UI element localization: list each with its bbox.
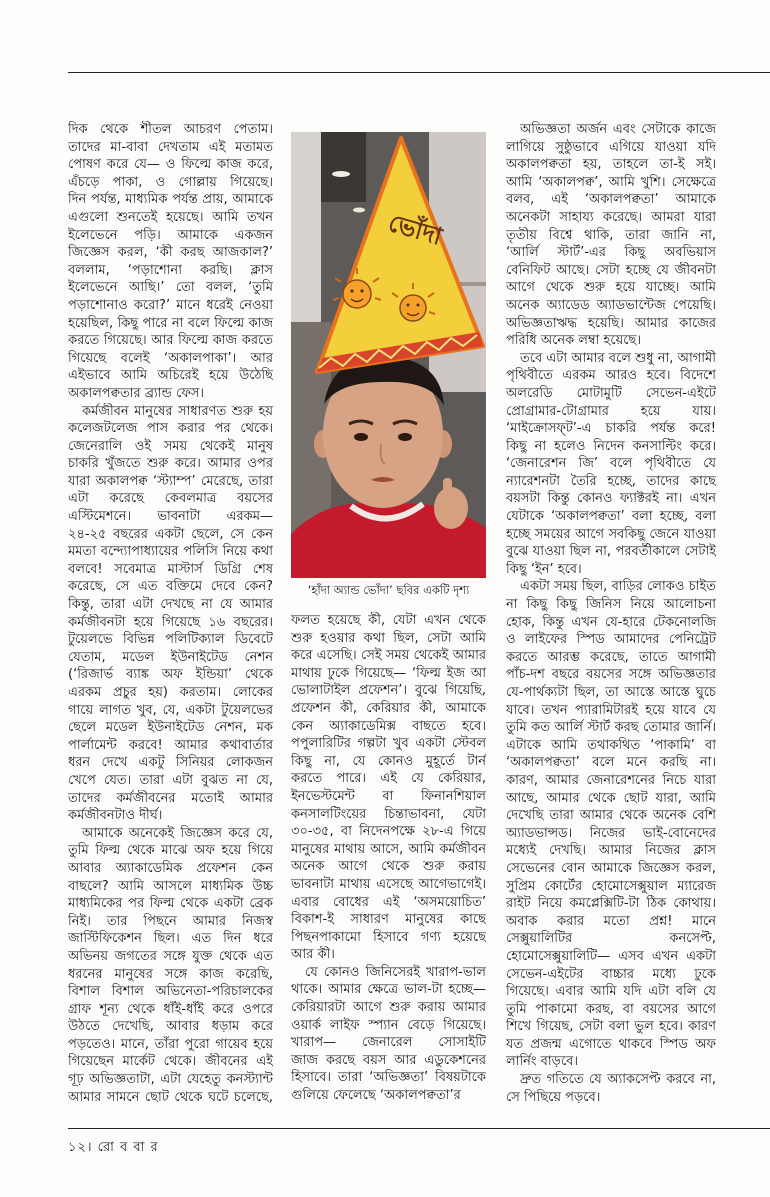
text-line: মাথায় ঢুকে গিয়েছে— ‘ফিল্ম ইজ আ <box>291 665 486 681</box>
text-line: এঁচড়ে পাকা, ও গোল্লায় গিয়েছে। <box>68 174 273 190</box>
text-line: অবাক করার মতো প্রশ্ন! মানে <box>506 913 716 929</box>
text-line: এটা করেছে কেবলমাত্র বয়সের <box>68 491 273 507</box>
text-line: ছেলে মডেল ইউনাইটেড নেশন, মক <box>68 720 273 736</box>
text-line: তৃতীয় বিশ্বে থাকি, তারা জানি না, <box>506 227 716 243</box>
text-line: ওয়ার্ক লাইফ স্প্যান বেড়ে গিয়েছে। <box>291 1017 486 1033</box>
text-line: পপুলারিটির গল্পটা খুব একটা স্টেবল <box>291 736 486 752</box>
text-line: গিয়েছেন মার্কেট থেকে। জীবনের এই <box>68 1054 273 1070</box>
text-line: খারাপ— জেনারেল সোসাইটি <box>291 1035 486 1051</box>
text-line: সুপ্রিম কোর্টের হোমোসেক্সুয়াল ম্যারেজ <box>506 878 716 894</box>
page-folio: ১২। রো ব বা র <box>68 1140 159 1155</box>
text-line: গিয়েছে। এবার আমি যদি এটা বলি যে <box>506 984 716 1000</box>
text-line: গূঢ় অভিজ্ঞতাটা, এটা যেহেতু কনস্ট্যান্ট <box>68 1072 273 1088</box>
text-line: পরিধি অনেক লম্বা হয়েছে। <box>506 333 642 349</box>
text-line: বিশাল বিশাল অভিনেতা-পরিচালকের <box>68 984 273 1000</box>
text-line: ইলেভেনে আছি।’ তো বলল, ‘তুমি <box>68 280 273 296</box>
text-line: হিসাবে। তারা ‘অভিজ্ঞতা’ বিষয়টাকে <box>291 1070 486 1086</box>
text-line: অনেক আগে থেকে শুরু করায় <box>291 859 486 875</box>
text-line: তুমি কত আর্লি স্টার্ট করছ তোমার জার্নি। <box>506 720 716 736</box>
text-line: যেটাকে ‘অকালপক্বতা’ বলা হচ্ছে, বলা <box>506 509 716 525</box>
text-line: তাদের কর্মজীবনের মতোই আমার <box>68 790 273 806</box>
text-line: সেভেন-এইটের বাচ্চার মধ্যে ঢুকে <box>506 966 716 982</box>
text-line: গিয়েছে বলেই ‘অকালপাকা’। আর <box>68 350 273 366</box>
text-line: ‘অকালপক্বতা’ বলে মনে করছি না। <box>506 755 716 771</box>
text-line: অনেক অ্যাডেড অ্যাডভান্টেজ পেয়েছি। <box>506 297 716 313</box>
text-line: বাছলে? আমি আসলে মাধ্যমিক উচ্চ <box>68 878 273 894</box>
text-line: অভিনয় জগতের সঙ্গে যুক্ত থেকে এত <box>68 948 273 964</box>
text-line: এটাকে আমি তথাকথিত ‘পাকামি’ বা <box>506 737 716 753</box>
text-line: কর্মজীবনটাও দীর্ঘ। <box>68 808 163 824</box>
text-line: অভিজ্ঞতাঋদ্ধ হয়েছি। আমার কাজের <box>506 315 716 331</box>
text-line: কিছু না হলেও নিদেন কনসাল্টিং করে। <box>506 438 716 454</box>
text-line: ভোলাটাইল প্রফেশন’। বুঝে গিয়েছি, <box>291 683 486 699</box>
left-column <box>68 121 273 1106</box>
text-line: এরকম প্রচুর হয়) করতাম। লোকের <box>68 685 273 700</box>
text-line: পৃথিবীতে এরকম আরও হবে। বিদেশে <box>506 368 716 384</box>
text-line: গুলিয়ে ফেলেছে ‘অকালপক্বতা’র <box>291 1088 461 1104</box>
text-line: কলেজটলেজ পাস করার পর থেকে। <box>68 421 273 437</box>
text-line: দ্রুত গতিতে যে অ্যাকসেপ্ট করবে না, <box>520 1072 716 1088</box>
text-line: হয়েছিল, কিছু পারে না বলে ফিল্মে কাজ <box>68 315 273 331</box>
text-line: আমাকে অনেকেই জিজ্ঞেস করে যে, <box>82 825 273 841</box>
text-line: ভাবনাটা মাথায় এসেছে আগেভাগেই। <box>291 876 486 892</box>
text-line: সেক্সুয়ালিটির কনসেপ্ট, <box>506 931 716 947</box>
text-line: জাজ করছে বয়স আর এডুকেশনের <box>291 1052 486 1068</box>
text-line: পড়াশোনাও করো?’ মানে ধরেই নেওয়া <box>68 297 273 313</box>
text-line: দিক থেকে শীতল আচরণ পেতাম। <box>68 122 273 137</box>
text-line: আমার সামনে ছোট থেকে ঘটে চলেছে, <box>68 1089 273 1105</box>
text-line: অ্যাডভান্সড। নিজের ভাই-বোনেদের <box>506 825 716 841</box>
text-line: মানুষের মাথায় আসে, আমি কর্মজীবন <box>291 841 486 857</box>
text-line: এস্টিমেশনে। ভাবনাটা এরকম— <box>68 509 273 525</box>
right-column <box>506 121 716 1106</box>
text-line: হোমোসেক্সুয়ালিটি— এসব এখন একটা <box>506 948 716 964</box>
text-line: প্রোগ্রামার-টোগ্রামার হয়ে যায়। <box>506 403 716 419</box>
text-line: বলব, এই ‘অকালপক্বতা’ আমাকে <box>506 192 716 208</box>
text-line: করতে আরম্ভ করেছে, তাতে আগামী <box>506 649 716 665</box>
text-line: বলবে! সবেমাত্র মাস্টার্স ডিগ্রি শেষ <box>68 561 273 577</box>
text-line: যে-পার্থক্যটা ছিল, তা আস্তে আস্তে ঘুচে <box>506 685 716 700</box>
text-line: মমতা বন্দ্যোপাধ্যায়ের পলিসি নিয়ে কথা <box>68 544 273 560</box>
text-line: আগে থেকে শুরু হয়ে যাচ্ছে। আমি <box>506 280 716 296</box>
text-line: কিন্তু, তারা এটা দেখছে না যে আমার <box>68 597 273 613</box>
photo-caption: ‘হাঁদা অ্যান্ড ভোঁদা’ ছবির একটি দৃশ্য <box>307 583 470 597</box>
text-line: করেছে, সে এত বক্তিমে দেবে কেন? <box>68 579 273 595</box>
text-line: অকালপক্বতার ব্র্যান্ড ফেস। <box>68 385 205 401</box>
text-line: গায়ে লাগত খুব, যে, একটা টুয়েলভের <box>68 702 273 718</box>
text-line: পাঁচ-দশ বছরে বয়সের সঙ্গে অভিজ্ঞতার <box>506 667 716 683</box>
text-line: কিছু ‘ইন’ হবে। <box>506 561 582 577</box>
text-line: নিই। তার পিছনে আমার নিজস্ব <box>68 913 273 929</box>
text-line: অকালপক্বতা হয়, তাহলে তা-ই সই। <box>506 157 716 173</box>
text-line: এগুলো শুনতেই হয়েছে। আমি তখন <box>68 209 273 225</box>
text-line: বুঝে যাওয়া ছিল না, পরবর্তীকালে সেটাই <box>506 544 716 560</box>
text-line: শিখে গিয়েছ, সেটা বলা ভুল হবে। কারণ <box>506 1019 716 1035</box>
text-line: তবে এটা আমার বলে শুধু না, আগামী <box>520 350 716 366</box>
text-line: তুমি ফিল্ম থেকে মাঝে অফ হয়ে গিয়ে <box>68 843 273 859</box>
text-line: লাগিয়ে সুষ্ঠুভাবে এগিয়ে যাওয়া যদি <box>506 139 716 155</box>
text-line: পিছনপাকামো হিসাবে গণ্য হয়েছে <box>291 929 486 945</box>
text-line: বয়সটা কিন্তু কোনও ফ্যাক্টরই না। এখন <box>506 491 716 507</box>
text-line: তুমি পাকামো করছ, বা বয়সের আগে <box>506 1001 716 1017</box>
text-line: উঠতে দেখেছি, আবার ধড়াম করে <box>68 1019 273 1035</box>
text-line: সে পিছিয়ে পড়বে। <box>506 1089 601 1105</box>
text-line: না কিছু কিছু জিনিস নিয়ে আলোচনা <box>506 597 716 613</box>
text-line: ২৪-২৫ বছরের একটা ছেলে, সে কেন <box>68 526 273 542</box>
text-line: টুয়েলভে বিভিন্ন পলিটিক্যাল ডিবেটে <box>68 632 273 648</box>
text-line: এবার বোধের এই ‘অসময়োচিত’ <box>291 894 486 910</box>
text-line: একটা সময় ছিল, বাড়ির লোকও চাইত <box>520 579 716 595</box>
text-line: ইলেভেনে পড়ি। আমাকে একজন <box>68 227 273 243</box>
text-line: জেনেরালি ওই সময় থেকেই মানুষ <box>68 438 273 454</box>
text-line: আমি ‘অকালপক্ব’, আমি খুশি। সেক্ষেত্রে <box>506 174 716 190</box>
text-line: বেনিফিট আছে। সেটা হচ্ছে যে জীবনটা <box>506 262 716 278</box>
text-line: অভিজ্ঞতা অর্জন এবং সেটাকে কাজে <box>520 122 716 137</box>
text-line: হচ্ছে সময়ের আগে সবকিছু জেনে যাওয়া <box>506 526 716 542</box>
text-line: যারা অকালপক্ব ‘স্ট্যাম্প’ মেরেছে, তারা <box>68 473 273 489</box>
text-line: যেতাম, মডেল ইউনাইটেড নেশন <box>68 649 273 665</box>
text-line: হোক, কিন্তু এখন যে-হারে টেকনোলজি <box>506 614 716 630</box>
text-line: অলরেডি মোটামুটি সেভেন-এইটে <box>506 385 716 401</box>
text-line: বিকাশ-ই সাধারণ মানুষের কাছে <box>291 912 486 928</box>
text-line: কেন অ্যাকাডেমিক্স বাছতে হবে। <box>291 718 486 734</box>
text-line: ‘মাইক্রোসফ্‌ট’-এ চাকরি পর্যন্ত করে! <box>506 421 716 437</box>
text-line: (‘রিজার্ভ ব্যাঙ্ক অফ ইন্ডিয়া’ থেকে <box>68 667 273 683</box>
text-line: কেরিয়ারটা আগে শুরু করায় আমার <box>291 1000 486 1016</box>
photo-illustration <box>291 132 486 578</box>
top-rule <box>68 72 770 73</box>
text-line: করতে গিয়েছে। আর ফিল্মে কাজ করতে <box>68 333 273 349</box>
text-line: আর কী। <box>291 947 335 963</box>
text-line: দেখেছি তারা আমার থেকে অনেক বেশি <box>506 808 716 824</box>
text-line: পড়তেও। মানে, তাঁরা পুরো গায়েব হয়ে <box>68 1036 273 1052</box>
text-line: প্রফেশন কী, কেরিয়ার কী, আমাকে <box>291 700 486 716</box>
text-line: অনেকটা সাহায্য করেছে। আমরা যারা <box>506 209 716 225</box>
text-line: ন্যারেশনটা তৈরি হচ্ছে, তাদের কাছে <box>506 473 716 489</box>
text-line: খেপে যেত। তারা এটা বুঝত না যে, <box>68 772 273 788</box>
text-line: আবার অ্যাকাডেমিক প্রফেশন কেন <box>68 860 273 876</box>
text-line: এইভাবে আমি অচিরেই হয়ে উঠেছি <box>68 368 273 384</box>
middle-column <box>291 612 486 1105</box>
text-line: শুরু হওয়ার কথা ছিল, সেটা আমি <box>291 630 486 646</box>
text-line: গ্রাফ শূন্য থেকে ধাঁই-ধাঁই করে ওপরে <box>68 1001 273 1017</box>
text-line: লার্নিং বাড়বে। <box>506 1054 579 1070</box>
text-line: কিছু না, যে কোনও মুহূর্তে টার্ন <box>291 753 486 769</box>
hat-lettering: ভোঁদা <box>385 208 446 251</box>
text-line: ধরন দেখে একটু সিনিয়র লোকজন <box>68 755 273 771</box>
text-line: মধ্যেই দেখছি। আমার নিজের ক্লাস <box>506 843 716 859</box>
text-line: ফলত হয়েছে কী, যেটা এখন থেকে <box>291 613 486 628</box>
text-line: চাকরি খুঁজতে শুরু করে। আমার ওপর <box>68 456 273 472</box>
text-line: করে এসেছি। সেই সময় থেকেই আমার <box>291 648 486 664</box>
text-line: কর্মজীবনটা হয়ে গিয়েছে ১৬ বছরের। <box>68 614 273 630</box>
text-line: আছে, আমার থেকে ছোট যারা, আমি <box>506 790 716 806</box>
text-line: থাকে। আমার ক্ষেত্রে ভাল-টা হচ্ছে— <box>291 982 486 998</box>
text-line: বললাম, ‘পড়াশোনা করছি। ক্লাস <box>68 262 273 278</box>
text-line: ‘আর্লি স্টার্ট’-এর কিছু অবভিয়াস <box>506 245 716 261</box>
text-line: জিজ্ঞেস করল, ‘কী করছ আজকাল?’ <box>68 245 273 261</box>
text-line: ধরনের মানুষের সঙ্গে কাজ করেছি, <box>68 966 273 982</box>
text-line: ইনভেস্টমেন্ট বা ফিনানশিয়াল <box>291 788 486 804</box>
text-line: ৩০-৩৫, বা নিদেনপক্ষে ২৮-এ গিয়ে <box>291 824 486 840</box>
text-line: রাইট নিয়ে কমপ্লেক্সিটি-টা ঠিক কোথায়। <box>506 896 716 912</box>
text-line: করতে পারে। এই যে কেরিয়ার, <box>291 771 486 787</box>
bottom-rule <box>68 1128 770 1129</box>
text-line: মাধ্যমিকের পর ফিল্ম থেকে একটা ব্রেক <box>68 896 273 912</box>
text-line: পার্লামেন্ট করবে! আমার কথাবার্তার <box>68 737 273 753</box>
text-line: জাস্টিফিকেশন ছিল। এত দিন ধরে <box>68 931 273 947</box>
text-line: কনসালটিংয়ের চিন্তাভাবনা, যেটা <box>291 806 486 822</box>
text-line: পোষণ করে যে— ও ফিল্মে কাজ করে, <box>68 157 273 173</box>
text-line: ও লাইফের স্পিড আমাদের পেনিট্রেট <box>506 632 716 648</box>
text-line: সেভেনের বোন আমাকে জিজ্ঞেস করল, <box>506 860 716 876</box>
text-line: যাবে। তখন প্যারামিটারই হয়ে যাবে যে <box>506 702 716 718</box>
text-line: তাদের মা-বাবা দেখতাম এই মতামত <box>68 139 273 155</box>
text-line: কর্মজীবন মানুষের সাধারণত শুরু হয় <box>82 403 273 419</box>
article-photo <box>291 132 486 578</box>
text-line: যে কোনও জিনিসেরই খারাপ-ভাল <box>305 964 486 980</box>
text-line: যত প্রজন্ম এগোতে থাকবে স্পিড অফ <box>506 1036 716 1052</box>
text-line: ‘জেনারেশন জি’ বলে পৃথিবীতে যে <box>506 456 716 472</box>
text-line: কারণ, আমার জেনারেশনের নিচে যারা <box>506 772 716 788</box>
text-line: দিন পর্যন্ত, মাধ্যমিক পর্যন্ত প্রায়, আমাকে <box>68 192 273 208</box>
